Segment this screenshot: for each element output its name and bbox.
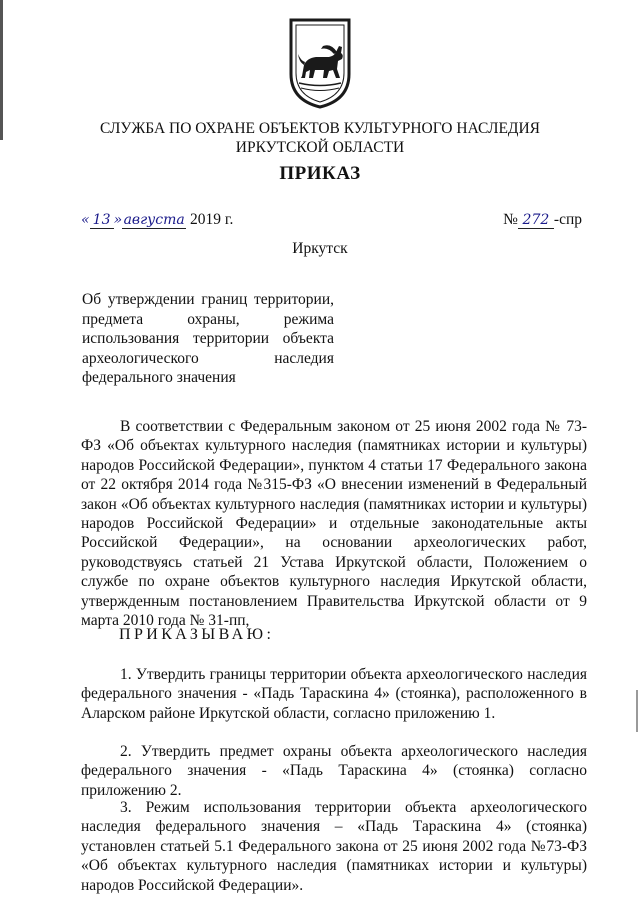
number-sign: №	[503, 211, 518, 228]
date-year: 2019 г.	[190, 211, 234, 228]
number-suffix: -спр	[553, 211, 582, 228]
order-item-3: 3. Режим использования территории объекта археологического наследия федерального значения – «Падь Тараскина 4» (стоянка) установлен статьей 5.1 Федерального закона от 25 июня 2002 года №73-ФЗ «Об объектах культурного наследия (памятниках истории и культуры) народов Российской Федерации».	[81, 799, 587, 894]
irkutsk-coat-of-arms-icon	[287, 16, 353, 110]
scan-edge-mark	[636, 690, 638, 732]
subject-line: использования территории объекта	[82, 330, 334, 347]
subject-line: предмета охраны, режима	[82, 310, 334, 328]
city: Иркутск	[292, 240, 348, 257]
document-date	[81, 211, 233, 229]
number-value: 272	[518, 213, 554, 229]
scan-edge-mark	[0, 0, 3, 140]
subject-line: археологического наследия	[82, 349, 334, 367]
order-subject	[82, 290, 334, 388]
subject-line: Об утверждении границ территории,	[82, 291, 334, 308]
date-month: августа	[123, 212, 185, 228]
organization-name-line-1: СЛУЖБА ПО ОХРАНЕ ОБЪЕКТОВ КУЛЬТУРНОГО НАСЛЕДИЯ	[99, 120, 541, 137]
order-word: ПРИКАЗЫВАЮ:	[119, 626, 275, 643]
organization-name-line-2: ИРКУТСКОЙ ОБЛАСТИ	[235, 139, 405, 156]
order-item-2: 2. Утвердить предмет охраны объекта археологического наследия федерального значения - «Падь Тараскина 4» (стоянка) согласно приложению 2.	[81, 743, 587, 799]
order-item-1: 1. Утвердить границы территории объекта археологического наследия федерального значения - «Падь Тараскина 4» (стоянка), расположенного в Аларском районе Иркутской области, согласно приложению 1.	[81, 666, 587, 722]
date-close-quote: »	[113, 212, 123, 228]
document-title: ПРИКАЗ	[279, 163, 361, 184]
date-day: 13	[90, 213, 114, 229]
preamble-paragraph: В соответствии с Федеральным законом от 25 июня 2002 года № 73-ФЗ «Об объектах культурного наследия (памятниках истории и культуры) народов Российской Федерации», пунктом 4 статьи 17 Федерального закона от 22 октября 2014 года №315-ФЗ «О внесении изменений в Федеральный закон «Об объектах культурного наследия (памятниках истории и культуры) народов Российской Федерации» и отдельные законодательные акты Российской Федерации», на основании археологических работ, руководствуясь статьей 21 Устава Иркутской области, Положением о службе по охране объектов культурного наследия Иркутской области, утвержденным постановлением Правительства Иркутской области от 9 марта 2010 года № 31-пп,	[81, 418, 587, 630]
document-number	[503, 211, 582, 229]
subject-line: федерального значения	[82, 369, 236, 386]
date-open-quote: «	[81, 212, 90, 228]
